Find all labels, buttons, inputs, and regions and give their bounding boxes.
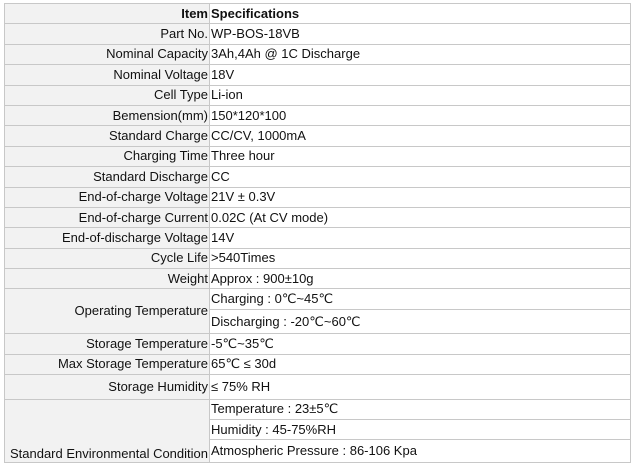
table-row [5, 167, 631, 187]
environmental-condition-label: Standard Environmental Condition [5, 399, 210, 462]
row-label: Standard Charge [5, 126, 210, 146]
row-label: Nominal Capacity [5, 44, 210, 64]
header-item: Item [5, 4, 210, 24]
row-value: >540Times [210, 248, 631, 268]
storage-temperature-label: Storage Temperature [5, 334, 210, 354]
table-row [5, 187, 631, 207]
row-label: Bemension(mm) [5, 105, 210, 125]
operating-temperature-label: Operating Temperature [5, 289, 210, 334]
row-label: Nominal Voltage [5, 65, 210, 85]
row-label: Cell Type [5, 85, 210, 105]
row-label: Cycle Life [5, 248, 210, 268]
operating-charging-value: Charging : 0℃~45℃ [210, 289, 631, 309]
table-row [5, 85, 631, 105]
row-value: WP-BOS-18VB [210, 24, 631, 44]
environment-temperature-value: Temperature : 23±5℃ [210, 399, 631, 419]
row-value: 21V ± 0.3V [210, 187, 631, 207]
table-row [5, 228, 631, 248]
row-label: End-of-charge Current [5, 207, 210, 227]
storage-temperature-value: -5℃~35℃ [210, 334, 631, 354]
row-value: 14V [210, 228, 631, 248]
environment-pressure-value: Atmospheric Pressure : 86-106 Kpa [210, 440, 631, 463]
row-value: Approx : 900±10g [210, 269, 631, 289]
row-label: Charging Time [5, 146, 210, 166]
table-row-operating-temperature [5, 289, 631, 309]
table-row-environment [5, 399, 631, 419]
row-value: Li-ion [210, 85, 631, 105]
header-specifications: Specifications [210, 4, 631, 24]
row-label: Weight [5, 269, 210, 289]
table-row [5, 24, 631, 44]
table-row [5, 334, 631, 354]
row-value: 0.02C (At CV mode) [210, 207, 631, 227]
row-value: CC/CV, 1000mA [210, 126, 631, 146]
storage-humidity-value: ≤ 75% RH [210, 375, 631, 399]
row-label: End-of-charge Voltage [5, 187, 210, 207]
row-label: Standard Discharge [5, 167, 210, 187]
table-header-row [5, 4, 631, 24]
table-row [5, 207, 631, 227]
row-value: Three hour [210, 146, 631, 166]
environment-humidity-value: Humidity : 45-75%RH [210, 419, 631, 439]
row-label: Part No. [5, 24, 210, 44]
storage-humidity-label: Storage Humidity [5, 375, 210, 399]
table-row [5, 269, 631, 289]
row-value: CC [210, 167, 631, 187]
row-label: End-of-discharge Voltage [5, 228, 210, 248]
specifications-table [4, 3, 631, 463]
table-row [5, 146, 631, 166]
table-row [5, 105, 631, 125]
row-value: 150*120*100 [210, 105, 631, 125]
table-row [5, 354, 631, 374]
row-value: 3Ah,4Ah @ 1C Discharge [210, 44, 631, 64]
table-row [5, 44, 631, 64]
max-storage-temperature-value: 65℃ ≤ 30d [210, 354, 631, 374]
table-row [5, 126, 631, 146]
max-storage-temperature-label: Max Storage Temperature [5, 354, 210, 374]
row-value: 18V [210, 65, 631, 85]
operating-discharging-value: Discharging : -20℃~60℃ [210, 309, 631, 333]
table-row [5, 375, 631, 399]
table-row [5, 65, 631, 85]
table-row [5, 248, 631, 268]
